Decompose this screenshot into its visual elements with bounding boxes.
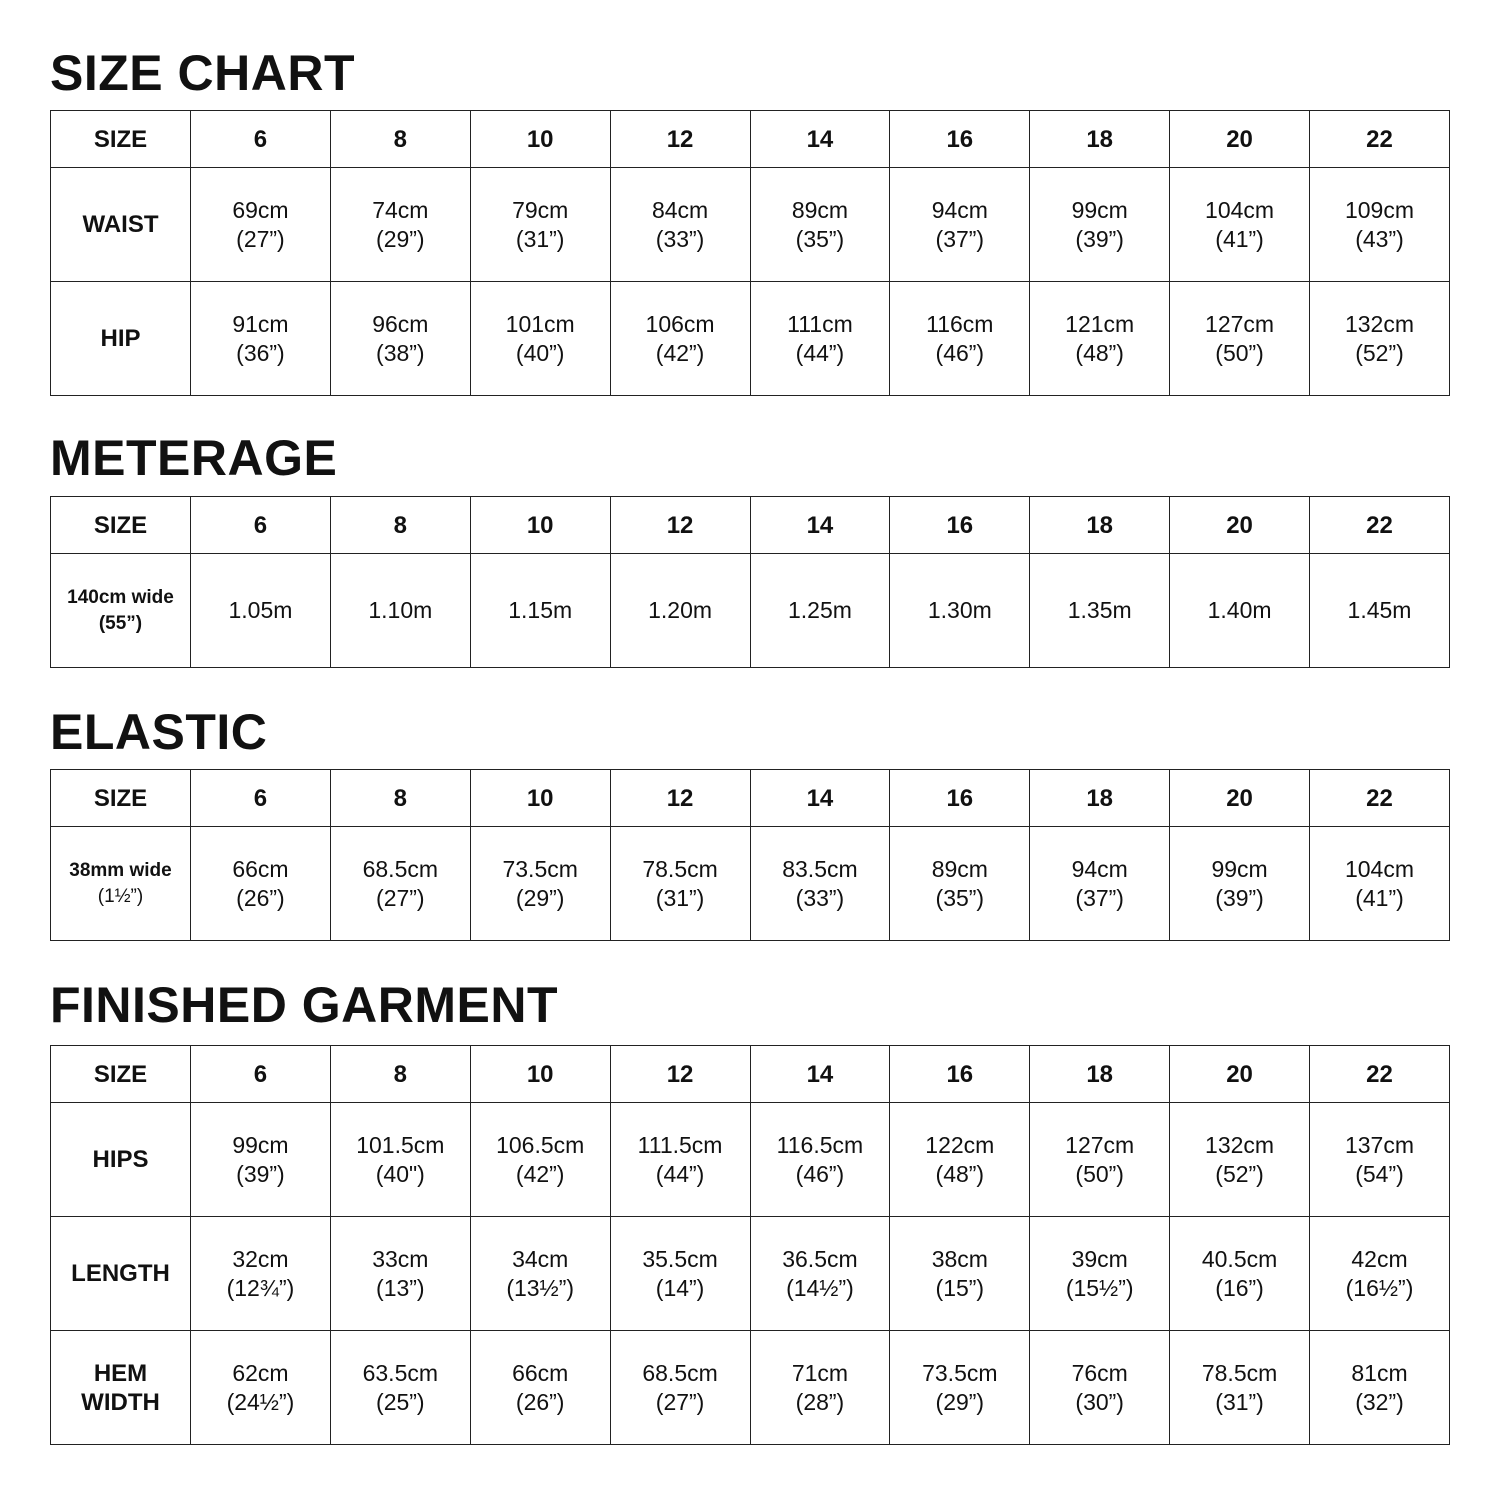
table-cell: 94cm (37”) bbox=[1030, 827, 1170, 941]
table-cell: 106.5cm (42”) bbox=[470, 1103, 610, 1217]
finished-garment-header-row bbox=[51, 1046, 1450, 1103]
table-cell: 42cm (16½”) bbox=[1310, 1217, 1450, 1331]
meterage-table bbox=[50, 496, 1450, 668]
size-header-10: 10 bbox=[470, 1046, 610, 1103]
table-cell: 74cm (29”) bbox=[330, 168, 470, 282]
size-header-8: 8 bbox=[330, 770, 470, 827]
size-header-10: 10 bbox=[470, 770, 610, 827]
table-cell: 1.05m bbox=[191, 554, 331, 668]
table-cell: 81cm (32”) bbox=[1310, 1331, 1450, 1445]
table-cell: 79cm (31”) bbox=[470, 168, 610, 282]
table-cell: 1.10m bbox=[330, 554, 470, 668]
size-header-16: 16 bbox=[890, 111, 1030, 168]
table-cell: 1.35m bbox=[1030, 554, 1170, 668]
size-header-22: 22 bbox=[1310, 1046, 1450, 1103]
table-row-fabric-width bbox=[51, 554, 1450, 668]
table-cell: 91cm (36”) bbox=[191, 282, 331, 396]
table-cell: 101cm (40”) bbox=[470, 282, 610, 396]
size-header-12: 12 bbox=[610, 770, 750, 827]
table-cell: 83.5cm (33”) bbox=[750, 827, 890, 941]
size-header-16: 16 bbox=[890, 1046, 1030, 1103]
size-header-6: 6 bbox=[191, 111, 331, 168]
size-header-18: 18 bbox=[1030, 770, 1170, 827]
finished-garment-title: FINISHED GARMENT bbox=[50, 977, 558, 1033]
size-header-6: 6 bbox=[191, 1046, 331, 1103]
table-cell: 73.5cm (29”) bbox=[890, 1331, 1030, 1445]
table-cell: 84cm (33”) bbox=[610, 168, 750, 282]
row-label-elastic-width: 38mm wide (1½”) bbox=[51, 827, 191, 941]
size-header-22: 22 bbox=[1310, 497, 1450, 554]
table-cell: 1.25m bbox=[750, 554, 890, 668]
table-cell: 1.15m bbox=[470, 554, 610, 668]
size-header-20: 20 bbox=[1170, 1046, 1310, 1103]
row-label-length: LENGTH bbox=[51, 1217, 191, 1331]
table-cell: 32cm (12¾”) bbox=[191, 1217, 331, 1331]
table-cell: 96cm (38”) bbox=[330, 282, 470, 396]
size-header-12: 12 bbox=[610, 497, 750, 554]
table-cell: 106cm (42”) bbox=[610, 282, 750, 396]
table-cell: 39cm (15½”) bbox=[1030, 1217, 1170, 1331]
table-row-hem-width bbox=[51, 1331, 1450, 1445]
table-cell: 68.5cm (27”) bbox=[610, 1331, 750, 1445]
elastic-table bbox=[50, 769, 1450, 941]
table-cell: 35.5cm (14”) bbox=[610, 1217, 750, 1331]
table-cell: 33cm (13”) bbox=[330, 1217, 470, 1331]
elastic-header-row bbox=[51, 770, 1450, 827]
table-cell: 73.5cm (29”) bbox=[470, 827, 610, 941]
table-cell: 99cm (39”) bbox=[1170, 827, 1310, 941]
table-cell: 1.45m bbox=[1310, 554, 1450, 668]
row-label-waist: WAIST bbox=[51, 168, 191, 282]
size-header-18: 18 bbox=[1030, 111, 1170, 168]
table-cell: 78.5cm (31”) bbox=[1170, 1331, 1310, 1445]
table-cell: 63.5cm (25”) bbox=[330, 1331, 470, 1445]
table-cell: 62cm (24½”) bbox=[191, 1331, 331, 1445]
table-cell: 36.5cm (14½”) bbox=[750, 1217, 890, 1331]
table-cell: 69cm (27”) bbox=[191, 168, 331, 282]
row-label-fabric-width: 140cm wide (55”) bbox=[51, 554, 191, 668]
size-chart-table bbox=[50, 110, 1450, 396]
table-cell: 34cm (13½”) bbox=[470, 1217, 610, 1331]
row-label-hips: HIPS bbox=[51, 1103, 191, 1217]
size-header-14: 14 bbox=[750, 497, 890, 554]
table-cell: 99cm (39”) bbox=[191, 1103, 331, 1217]
table-cell: 76cm (30”) bbox=[1030, 1331, 1170, 1445]
table-row-elastic-width bbox=[51, 827, 1450, 941]
table-cell: 1.20m bbox=[610, 554, 750, 668]
finished-garment-table bbox=[50, 1045, 1450, 1445]
size-chart-title: SIZE CHART bbox=[50, 45, 355, 101]
size-header-20: 20 bbox=[1170, 111, 1310, 168]
table-cell: 89cm (35”) bbox=[750, 168, 890, 282]
table-cell: 104cm (41”) bbox=[1310, 827, 1450, 941]
meterage-title: METERAGE bbox=[50, 430, 338, 486]
size-header-10: 10 bbox=[470, 497, 610, 554]
table-cell: 38cm (15”) bbox=[890, 1217, 1030, 1331]
size-header-6: 6 bbox=[191, 497, 331, 554]
size-header-16: 16 bbox=[890, 497, 1030, 554]
table-cell: 71cm (28”) bbox=[750, 1331, 890, 1445]
size-header-8: 8 bbox=[330, 1046, 470, 1103]
table-cell: 66cm (26”) bbox=[470, 1331, 610, 1445]
size-header-label: SIZE bbox=[51, 497, 191, 554]
size-header-12: 12 bbox=[610, 111, 750, 168]
size-header-14: 14 bbox=[750, 1046, 890, 1103]
table-cell: 99cm (39”) bbox=[1030, 168, 1170, 282]
elastic-title: ELASTIC bbox=[50, 704, 268, 760]
table-cell: 78.5cm (31”) bbox=[610, 827, 750, 941]
table-cell: 1.40m bbox=[1170, 554, 1310, 668]
table-cell: 127cm (50”) bbox=[1030, 1103, 1170, 1217]
size-header-14: 14 bbox=[750, 770, 890, 827]
size-header-18: 18 bbox=[1030, 497, 1170, 554]
size-header-8: 8 bbox=[330, 497, 470, 554]
row-label-hip: HIP bbox=[51, 282, 191, 396]
table-row-hip bbox=[51, 282, 1450, 396]
table-cell: 116.5cm (46”) bbox=[750, 1103, 890, 1217]
table-cell: 111.5cm (44”) bbox=[610, 1103, 750, 1217]
size-header-20: 20 bbox=[1170, 497, 1310, 554]
table-cell: 89cm (35”) bbox=[890, 827, 1030, 941]
size-header-10: 10 bbox=[470, 111, 610, 168]
size-header-label: SIZE bbox=[51, 770, 191, 827]
table-cell: 132cm (52”) bbox=[1170, 1103, 1310, 1217]
table-cell: 66cm (26”) bbox=[191, 827, 331, 941]
size-chart-header-row bbox=[51, 111, 1450, 168]
size-header-8: 8 bbox=[330, 111, 470, 168]
row-label-hem-width: HEM WIDTH bbox=[51, 1331, 191, 1445]
size-header-14: 14 bbox=[750, 111, 890, 168]
size-header-18: 18 bbox=[1030, 1046, 1170, 1103]
table-cell: 1.30m bbox=[890, 554, 1030, 668]
table-cell: 137cm (54”) bbox=[1310, 1103, 1450, 1217]
table-cell: 40.5cm (16”) bbox=[1170, 1217, 1310, 1331]
table-cell: 121cm (48”) bbox=[1030, 282, 1170, 396]
table-cell: 111cm (44”) bbox=[750, 282, 890, 396]
table-cell: 127cm (50”) bbox=[1170, 282, 1310, 396]
table-cell: 94cm (37”) bbox=[890, 168, 1030, 282]
size-header-20: 20 bbox=[1170, 770, 1310, 827]
table-cell: 68.5cm (27”) bbox=[330, 827, 470, 941]
table-cell: 122cm (48”) bbox=[890, 1103, 1030, 1217]
table-row-length bbox=[51, 1217, 1450, 1331]
size-header-label: SIZE bbox=[51, 1046, 191, 1103]
table-cell: 109cm (43”) bbox=[1310, 168, 1450, 282]
table-cell: 104cm (41”) bbox=[1170, 168, 1310, 282]
table-cell: 101.5cm (40") bbox=[330, 1103, 470, 1217]
size-header-12: 12 bbox=[610, 1046, 750, 1103]
size-header-16: 16 bbox=[890, 770, 1030, 827]
size-header-label: SIZE bbox=[51, 111, 191, 168]
size-header-22: 22 bbox=[1310, 770, 1450, 827]
meterage-header-row bbox=[51, 497, 1450, 554]
size-header-22: 22 bbox=[1310, 111, 1450, 168]
table-cell: 116cm (46”) bbox=[890, 282, 1030, 396]
size-header-6: 6 bbox=[191, 770, 331, 827]
table-row-waist bbox=[51, 168, 1450, 282]
table-cell: 132cm (52”) bbox=[1310, 282, 1450, 396]
table-row-hips bbox=[51, 1103, 1450, 1217]
